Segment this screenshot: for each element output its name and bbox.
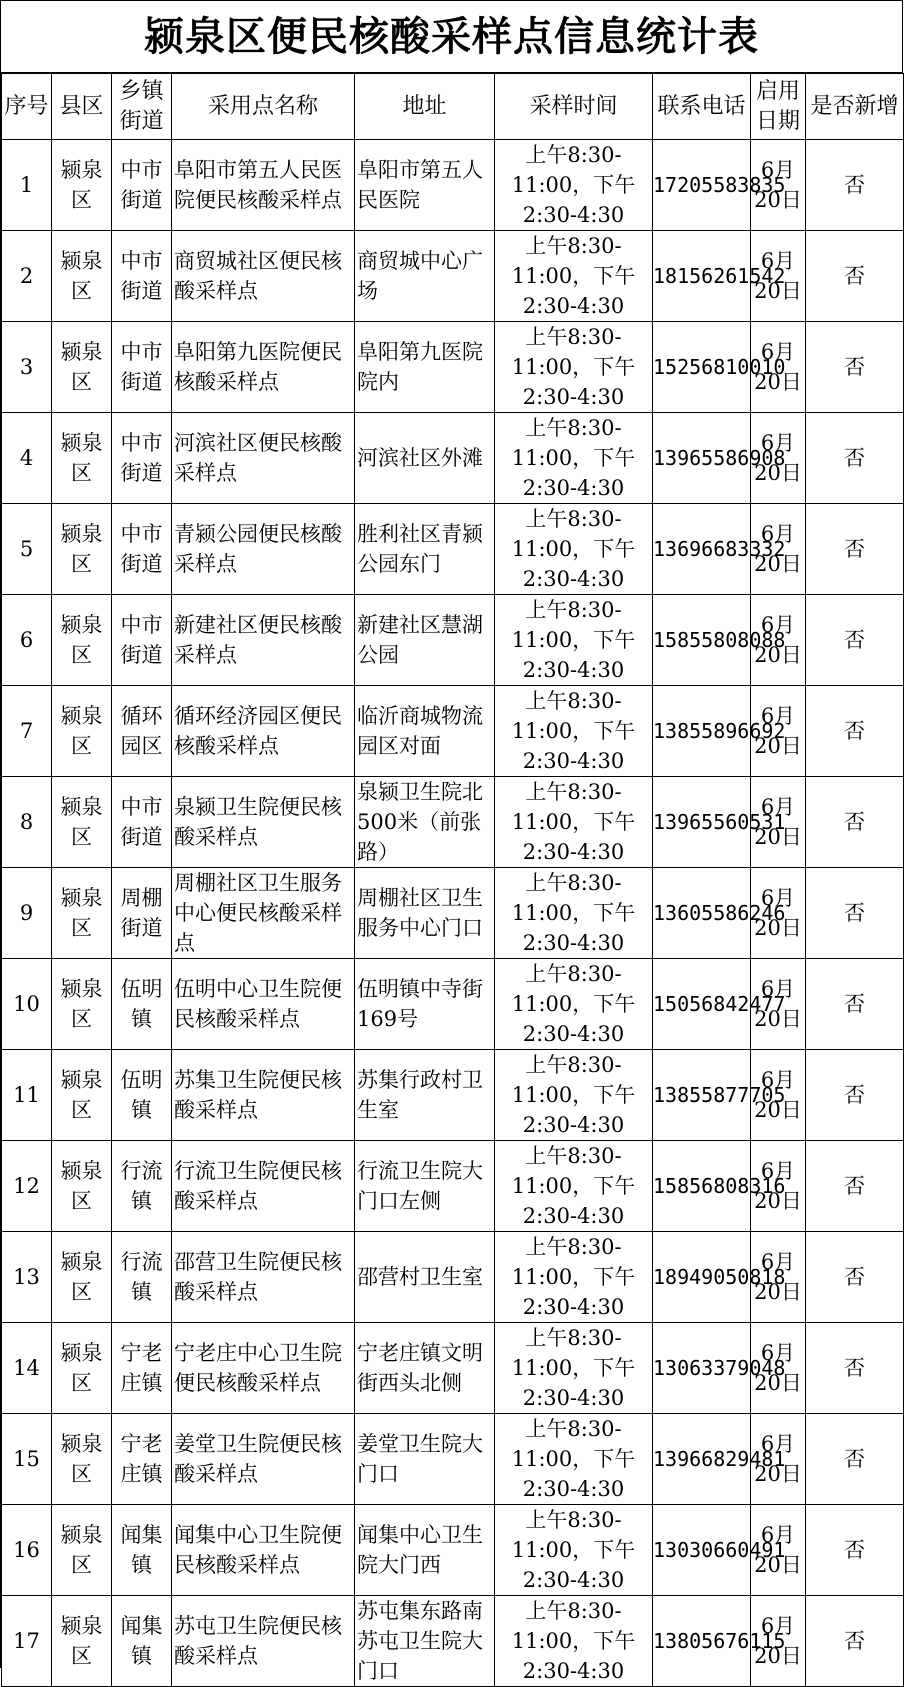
table-row (2, 231, 904, 322)
cell-address: 姜堂卫生院大门口 (355, 1414, 495, 1505)
table-header-row (2, 74, 904, 140)
cell-no: 10 (2, 959, 52, 1050)
cell-town: 宁老庄镇 (112, 1323, 172, 1414)
cell-sampling-time: 上午8:30-11:00，下午2:30-4:30 (495, 322, 653, 413)
cell-phone: 17205583835 (653, 140, 751, 231)
table-row (2, 322, 904, 413)
cell-site-name: 闻集中心卫生院便民核酸采样点 (172, 1505, 355, 1596)
cell-start-date: 6月20日 (751, 959, 806, 1050)
header-sampling-time: 采样时间 (495, 74, 653, 140)
cell-is-new: 否 (806, 959, 904, 1050)
cell-town: 行流镇 (112, 1232, 172, 1323)
cell-site-name: 阜阳第九医院便民核酸采样点 (172, 322, 355, 413)
cell-town: 循环园区 (112, 686, 172, 777)
cell-county: 颍泉区 (52, 322, 112, 413)
cell-start-date: 6月20日 (751, 1050, 806, 1141)
table-row (2, 777, 904, 868)
table-row (2, 1323, 904, 1414)
cell-start-date: 6月20日 (751, 868, 806, 959)
cell-no: 5 (2, 504, 52, 595)
cell-no: 15 (2, 1414, 52, 1505)
cell-site-name: 泉颍卫生院便民核酸采样点 (172, 777, 355, 868)
cell-site-name: 伍明中心卫生院便民核酸采样点 (172, 959, 355, 1050)
cell-is-new: 否 (806, 504, 904, 595)
sampling-sites-table (1, 73, 904, 1687)
cell-address: 行流卫生院大门口左侧 (355, 1141, 495, 1232)
table-row (2, 1050, 904, 1141)
header-is-new: 是否新增 (806, 74, 904, 140)
cell-address: 临沂商城物流园区对面 (355, 686, 495, 777)
cell-address: 苏屯集东路南苏屯卫生院大门口 (355, 1596, 495, 1687)
cell-address: 周棚社区卫生服务中心门口 (355, 868, 495, 959)
cell-county: 颍泉区 (52, 1050, 112, 1141)
header-county: 县区 (52, 74, 112, 140)
page-title: 颍泉区便民核酸采样点信息统计表 (1, 1, 903, 73)
cell-no: 8 (2, 777, 52, 868)
cell-county: 颍泉区 (52, 1414, 112, 1505)
cell-town: 闻集镇 (112, 1596, 172, 1687)
cell-phone: 15855808088 (653, 595, 751, 686)
table-row (2, 1232, 904, 1323)
cell-town: 伍明镇 (112, 1050, 172, 1141)
cell-site-name: 宁老庄中心卫生院便民核酸采样点 (172, 1323, 355, 1414)
cell-county: 颍泉区 (52, 777, 112, 868)
cell-site-name: 河滨社区便民核酸采样点 (172, 413, 355, 504)
cell-start-date: 6月20日 (751, 1232, 806, 1323)
cell-is-new: 否 (806, 1050, 904, 1141)
cell-sampling-time: 上午8:30-11:00，下午2:30-4:30 (495, 686, 653, 777)
header-site-name: 采用点名称 (172, 74, 355, 140)
cell-phone: 13965560531 (653, 777, 751, 868)
cell-is-new: 否 (806, 1414, 904, 1505)
cell-phone: 13855896692 (653, 686, 751, 777)
cell-is-new: 否 (806, 868, 904, 959)
cell-town: 中市街道 (112, 140, 172, 231)
cell-sampling-time: 上午8:30-11:00，下午2:30-4:30 (495, 413, 653, 504)
cell-phone: 13966829481 (653, 1414, 751, 1505)
cell-town: 宁老庄镇 (112, 1414, 172, 1505)
cell-address: 泉颍卫生院北500米（前张路） (355, 777, 495, 868)
cell-address: 苏集行政村卫生室 (355, 1050, 495, 1141)
cell-county: 颍泉区 (52, 1232, 112, 1323)
cell-phone: 13805676115 (653, 1596, 751, 1687)
table-row (2, 868, 904, 959)
cell-address: 新建社区慧湖公园 (355, 595, 495, 686)
header-town: 乡镇街道 (112, 74, 172, 140)
cell-is-new: 否 (806, 1141, 904, 1232)
cell-phone: 13696683332 (653, 504, 751, 595)
cell-site-name: 青颍公园便民核酸采样点 (172, 504, 355, 595)
cell-county: 颍泉区 (52, 413, 112, 504)
cell-phone: 13965586908 (653, 413, 751, 504)
cell-is-new: 否 (806, 322, 904, 413)
cell-is-new: 否 (806, 413, 904, 504)
cell-phone: 13605586246 (653, 868, 751, 959)
cell-is-new: 否 (806, 140, 904, 231)
cell-start-date: 6月20日 (751, 1141, 806, 1232)
cell-town: 中市街道 (112, 595, 172, 686)
cell-town: 行流镇 (112, 1141, 172, 1232)
cell-phone: 13063379048 (653, 1323, 751, 1414)
cell-no: 12 (2, 1141, 52, 1232)
cell-no: 11 (2, 1050, 52, 1141)
cell-site-name: 周棚社区卫生服务中心便民核酸采样点 (172, 868, 355, 959)
cell-start-date: 6月20日 (751, 686, 806, 777)
table-row (2, 504, 904, 595)
table-row (2, 413, 904, 504)
cell-sampling-time: 上午8:30-11:00，下午2:30-4:30 (495, 1414, 653, 1505)
cell-is-new: 否 (806, 231, 904, 322)
cell-sampling-time: 上午8:30-11:00，下午2:30-4:30 (495, 777, 653, 868)
cell-no: 13 (2, 1232, 52, 1323)
cell-start-date: 6月20日 (751, 231, 806, 322)
cell-start-date: 6月20日 (751, 1505, 806, 1596)
cell-site-name: 苏屯卫生院便民核酸采样点 (172, 1596, 355, 1687)
header-address: 地址 (355, 74, 495, 140)
cell-sampling-time: 上午8:30-11:00，下午2:30-4:30 (495, 595, 653, 686)
cell-county: 颍泉区 (52, 868, 112, 959)
cell-no: 7 (2, 686, 52, 777)
cell-county: 颍泉区 (52, 1141, 112, 1232)
cell-town: 中市街道 (112, 504, 172, 595)
cell-town: 闻集镇 (112, 1505, 172, 1596)
cell-site-name: 商贸城社区便民核酸采样点 (172, 231, 355, 322)
cell-start-date: 6月20日 (751, 1414, 806, 1505)
cell-phone: 15856808316 (653, 1141, 751, 1232)
cell-sampling-time: 上午8:30-11:00，下午2:30-4:30 (495, 1141, 653, 1232)
cell-town: 伍明镇 (112, 959, 172, 1050)
cell-start-date: 6月20日 (751, 1323, 806, 1414)
cell-phone: 13855877705 (653, 1050, 751, 1141)
cell-county: 颍泉区 (52, 140, 112, 231)
cell-is-new: 否 (806, 1232, 904, 1323)
cell-is-new: 否 (806, 595, 904, 686)
cell-sampling-time: 上午8:30-11:00，下午2:30-4:30 (495, 231, 653, 322)
cell-is-new: 否 (806, 1505, 904, 1596)
cell-address: 商贸城中心广场 (355, 231, 495, 322)
cell-phone: 15056842477 (653, 959, 751, 1050)
cell-site-name: 循环经济园区便民核酸采样点 (172, 686, 355, 777)
cell-start-date: 6月20日 (751, 595, 806, 686)
table-row (2, 1414, 904, 1505)
cell-is-new: 否 (806, 686, 904, 777)
table-row (2, 686, 904, 777)
cell-town: 中市街道 (112, 413, 172, 504)
cell-county: 颍泉区 (52, 504, 112, 595)
cell-sampling-time: 上午8:30-11:00，下午2:30-4:30 (495, 1505, 653, 1596)
cell-town: 周棚街道 (112, 868, 172, 959)
cell-site-name: 行流卫生院便民核酸采样点 (172, 1141, 355, 1232)
cell-site-name: 阜阳市第五人民医院便民核酸采样点 (172, 140, 355, 231)
cell-start-date: 6月20日 (751, 504, 806, 595)
cell-county: 颍泉区 (52, 231, 112, 322)
cell-sampling-time: 上午8:30-11:00，下午2:30-4:30 (495, 1323, 653, 1414)
header-start-date: 启用日期 (751, 74, 806, 140)
cell-address: 伍明镇中寺街169号 (355, 959, 495, 1050)
cell-site-name: 苏集卫生院便民核酸采样点 (172, 1050, 355, 1141)
cell-start-date: 6月20日 (751, 1596, 806, 1687)
cell-no: 1 (2, 140, 52, 231)
cell-phone: 18949050818 (653, 1232, 751, 1323)
cell-address: 闻集中心卫生院大门西 (355, 1505, 495, 1596)
table-row (2, 1141, 904, 1232)
cell-site-name: 姜堂卫生院便民核酸采样点 (172, 1414, 355, 1505)
cell-no: 9 (2, 868, 52, 959)
cell-address: 邵营村卫生室 (355, 1232, 495, 1323)
cell-sampling-time: 上午8:30-11:00，下午2:30-4:30 (495, 504, 653, 595)
cell-start-date: 6月20日 (751, 777, 806, 868)
cell-no: 4 (2, 413, 52, 504)
cell-address: 胜利社区青颍公园东门 (355, 504, 495, 595)
cell-town: 中市街道 (112, 322, 172, 413)
cell-no: 17 (2, 1596, 52, 1687)
header-phone: 联系电话 (653, 74, 751, 140)
cell-sampling-time: 上午8:30-11:00，下午2:30-4:30 (495, 1232, 653, 1323)
cell-sampling-time: 上午8:30-11:00，下午2:30-4:30 (495, 868, 653, 959)
table-row (2, 1596, 904, 1687)
cell-county: 颍泉区 (52, 959, 112, 1050)
cell-address: 阜阳市第五人民医院 (355, 140, 495, 231)
cell-no: 14 (2, 1323, 52, 1414)
cell-sampling-time: 上午8:30-11:00，下午2:30-4:30 (495, 959, 653, 1050)
table-row (2, 595, 904, 686)
cell-start-date: 6月20日 (751, 413, 806, 504)
cell-start-date: 6月20日 (751, 140, 806, 231)
cell-address: 阜阳第九医院院内 (355, 322, 495, 413)
cell-no: 16 (2, 1505, 52, 1596)
cell-county: 颍泉区 (52, 595, 112, 686)
cell-address: 宁老庄镇文明街西头北侧 (355, 1323, 495, 1414)
cell-no: 2 (2, 231, 52, 322)
table-row (2, 1505, 904, 1596)
cell-no: 3 (2, 322, 52, 413)
cell-phone: 18156261542 (653, 231, 751, 322)
cell-site-name: 邵营卫生院便民核酸采样点 (172, 1232, 355, 1323)
table-body (2, 140, 904, 1687)
cell-town: 中市街道 (112, 231, 172, 322)
cell-county: 颍泉区 (52, 1323, 112, 1414)
cell-town: 中市街道 (112, 777, 172, 868)
table-row (2, 959, 904, 1050)
cell-is-new: 否 (806, 1596, 904, 1687)
table-row (2, 140, 904, 231)
cell-no: 6 (2, 595, 52, 686)
cell-is-new: 否 (806, 777, 904, 868)
cell-is-new: 否 (806, 1323, 904, 1414)
cell-sampling-time: 上午8:30-11:00，下午2:30-4:30 (495, 1596, 653, 1687)
cell-county: 颍泉区 (52, 1505, 112, 1596)
cell-county: 颍泉区 (52, 686, 112, 777)
cell-phone: 15256810010 (653, 322, 751, 413)
cell-phone: 13030660491 (653, 1505, 751, 1596)
cell-sampling-time: 上午8:30-11:00，下午2:30-4:30 (495, 1050, 653, 1141)
cell-county: 颍泉区 (52, 1596, 112, 1687)
cell-address: 河滨社区外滩 (355, 413, 495, 504)
cell-sampling-time: 上午8:30-11:00，下午2:30-4:30 (495, 140, 653, 231)
cell-start-date: 6月20日 (751, 322, 806, 413)
cell-site-name: 新建社区便民核酸采样点 (172, 595, 355, 686)
header-no: 序号 (2, 74, 52, 140)
